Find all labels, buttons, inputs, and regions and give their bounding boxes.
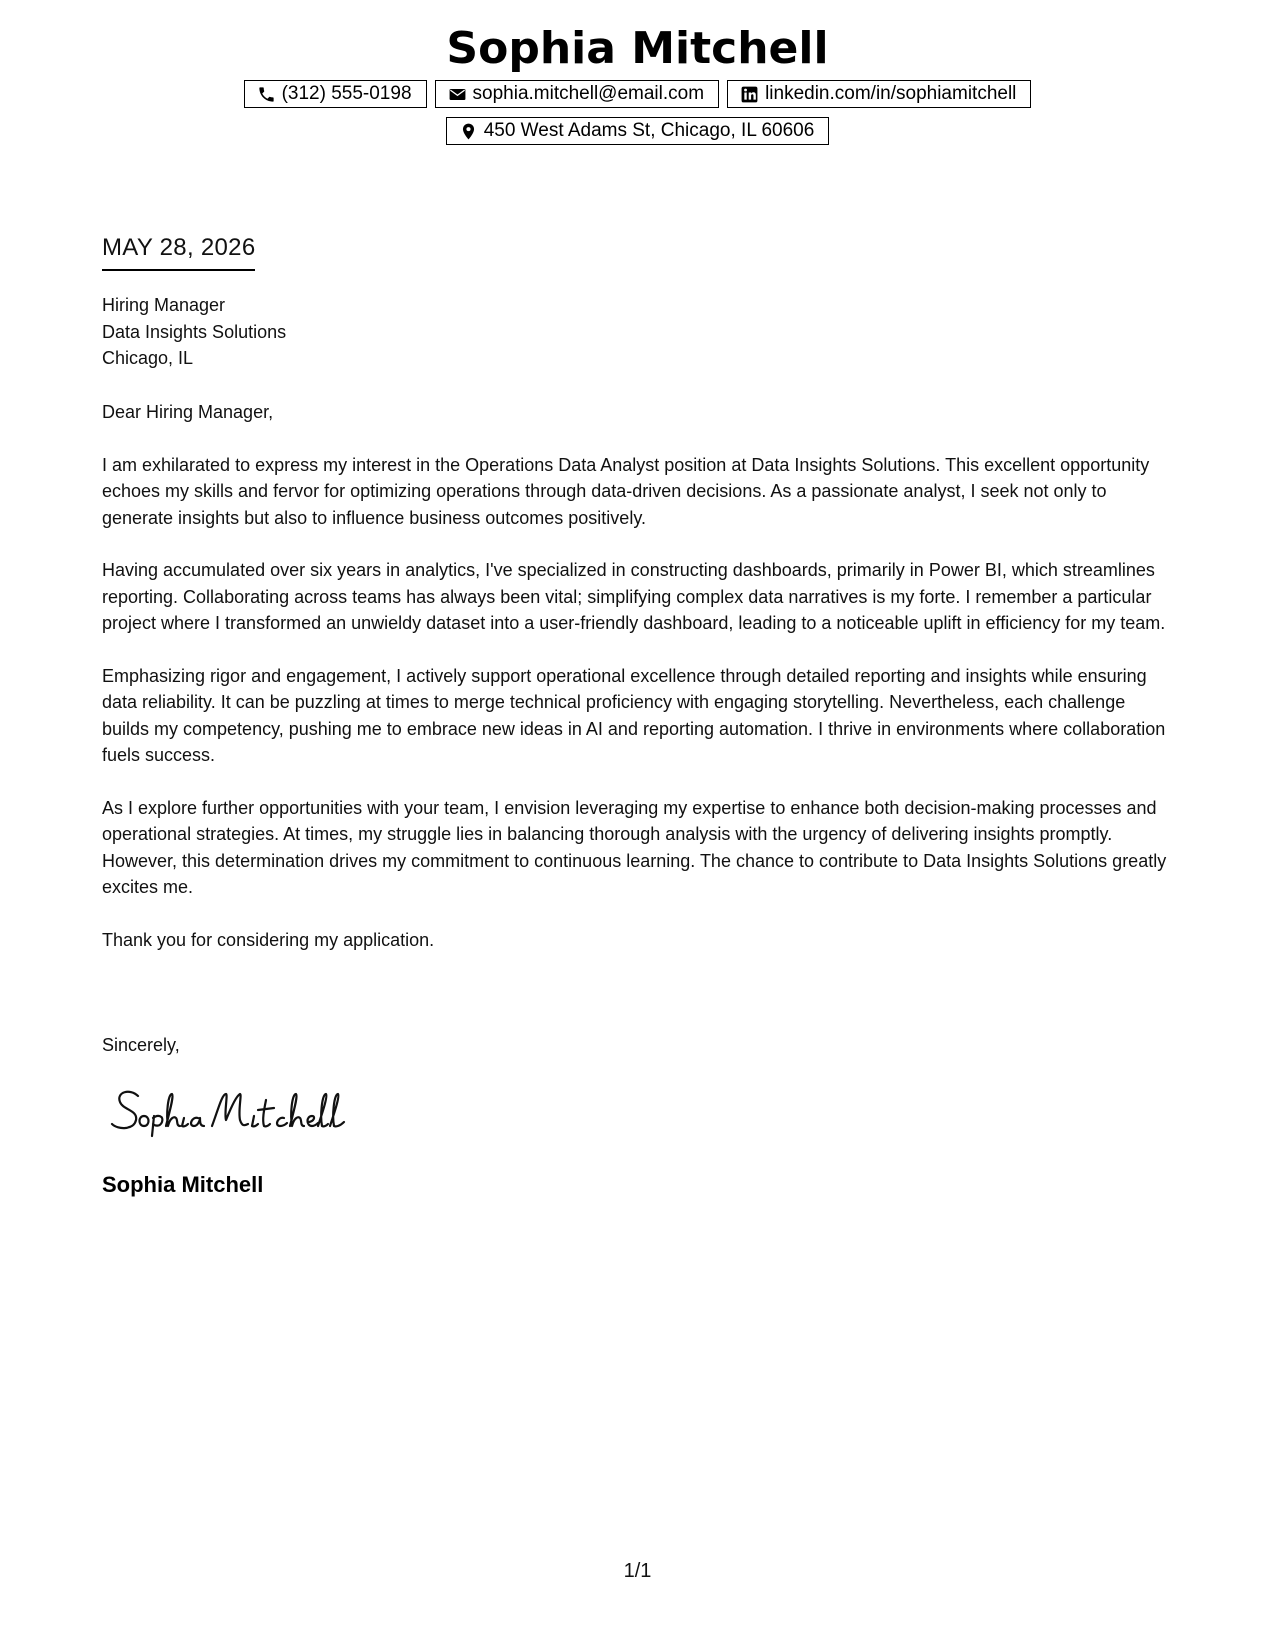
recipient-company: Data Insights Solutions (102, 321, 287, 342)
linkedin-icon (740, 85, 759, 104)
salutation: Dear Hiring Manager, (102, 402, 274, 422)
body-paragraph: Having accumulated over six years in analytics, I've specialized in constructing dashboards, primarily in Power BI, which streamlines reporting. Collaborating across teams has always been vital; simplifying complex data narratives is my forte. I remember a particular project where I transformed an unwieldy dataset into a user-friendly dashboard, leading to a noticeable uplift in efficiency for my team. (102, 560, 1166, 634)
phone-text: (312) 555-0198 (281, 83, 412, 104)
contact-info-row (0, 80, 1275, 108)
page-number: 1/1 (623, 1560, 652, 1582)
envelope-icon (448, 85, 467, 104)
email-text: sophia.mitchell@email.com (472, 83, 705, 104)
body-paragraph: As I explore further opportunities with your team, I envision leveraging my expertise to enhance both decision-making processes and operational strategies. At times, my struggle lies in balancing thorough analysis with the urgency of delivering insights promptly. However, this determination drives my commitment to continuous learning. The chance to contribute to Data Insights Solutions greatly excites me. (102, 798, 1167, 898)
recipient-title: Hiring Manager (102, 295, 226, 315)
thank-you-line: Thank you for considering my application. (102, 930, 435, 951)
contact-phone[interactable] (244, 80, 427, 108)
letter-date: MAY 28, 2026 (102, 233, 255, 271)
body-paragraph: Emphasizing rigor and engagement, I actively support operational excellence through detailed reporting and insights while ensuring data reliability. It can be puzzling at times to merge technical proficiency with engaging storytelling. Nevertheless, each challenge builds my competency, pushing me to embrace new ideas in AI and reporting automation. I thrive in environments where collaboration fuels success. (102, 666, 1166, 766)
recipient-block (102, 292, 286, 372)
address-text: 450 West Adams St, Chicago, IL 60606 (483, 120, 815, 141)
closing: Sincerely, (102, 1035, 180, 1055)
contact-address-row (0, 117, 1275, 145)
contact-address (446, 117, 830, 145)
contact-linkedin[interactable] (727, 80, 1031, 108)
applicant-name: Sophia Mitchell (446, 23, 829, 74)
letter-body (102, 399, 1177, 980)
linkedin-text: linkedin.com/in/sophiamitchell (765, 83, 1017, 104)
recipient-location: Chicago, IL (102, 348, 194, 368)
signed-name: Sophia Mitchell (102, 1172, 264, 1197)
contact-email[interactable] (435, 80, 720, 108)
handwritten-signature (108, 1080, 358, 1138)
body-paragraph: I am exhilarated to express my interest in the Operations Data Analyst position at Data Insights Solutions. This excellent opportunity echoes my skills and fervor for optimizing operations through data-driven decisions. As a passionate analyst, I seek not only to generate insights but also to influence business outcomes positively. (102, 454, 1150, 528)
phone-icon (257, 85, 276, 104)
map-marker-icon (459, 122, 478, 141)
